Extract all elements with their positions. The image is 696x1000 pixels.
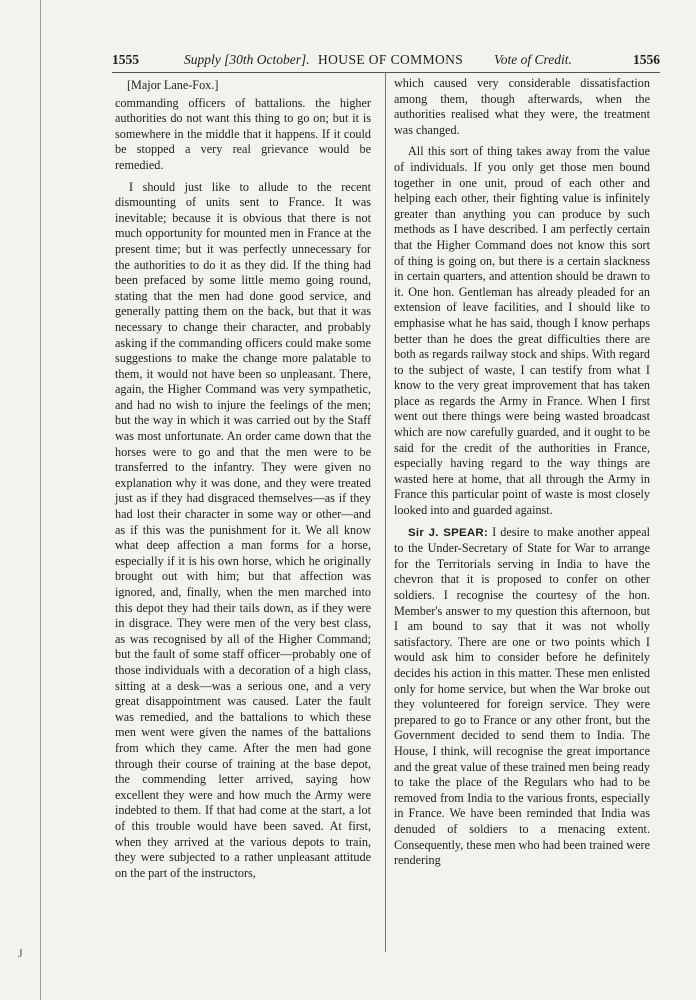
speech-text: I desire to make another appeal to the Under-Secretary of State for War to arrange for the Territorials serving in India to have the chevron that it is proposed to confer on other soldiers. I recognise the courtesy of the hon. Member's answer to my question this afternoon, but I am bound to say that it was not wholly satisfactory. There are one or two points which I would ask him to consider before he definitely decides his action in this matter. These men enlisted only for home service, but when the War broke out they volunteered for foreign service. They were prepared to go to France or any other front, but the Government decided to send them to India. The House, I think, will recognise the great importance and the great value of these trained men being ready to take the place of the Regulars who had to be removed from India to the various fronts, especially in France. We have been reminded that India was denuded of soldiers to a menacing extent. Consequently, these men who had been trained were rendering	[394, 524, 650, 868]
paragraph: I should just like to allude to the recent dismounting of units sent to France. It was inevitable; because it is obvious that there is not much opportunity for mounted men in France at the present time; but it was perfectly unnecessary for the authorities to do it as they did. If the thing had been prefaced by some little memo going round, stating that the men had done good service, and generally patting them on the back, but that it was necessary to change their character, and probably asking if the commanding officers could make some suggestions to make the change more palatable to them, it would not have been so unpleasant. There, again, the Higher Command was very sympathetic, and had no wish to injure the feelings of the men; but the way in which it was carried out by the Staff was most unfortunate. An order came down that the horses were to go and that the men were to be transferred to the infantry. They were given no explanation why it was done, and they were treated just as if they had disgraced themselves—as if they had lost their character in some way or other—and as if this was the punishment for it. We all know what deep affection a man forms for a horse, especially if it is his own horse, which he originally brought out with him; but that affection was ignored, and, finally, when the men marched into this depot they had their tails down, as if they were in disgrace. They were men of the very best class, as was recognised by all of the Higher Command; but the fault of some staff officer—probably one of those individuals with a decoration of a high class, sitting at a desk—was a serious one, and a very great disappointment was caused. Later the fault was remedied, and the battalions to which these men went were given the names of the battalions from which they came. After the men had gone through their course of training at the base depot, the commending letter arrived, saying how excellent they were and how much the Army were indebted to them. If that had come at the start, a lot of this trouble would have been saved. At first, when they arrived at the various depots to train, they were subjected to a rather unpleasant attitude on the part of the instructors,	[115, 179, 371, 880]
header-rule	[112, 72, 660, 73]
paragraph: commanding officers of battalions. the higher authorities do not want this thing to go on; but it is somewhere in the middle that it happens. If it could be stopped a very real grievance would be remedied.	[115, 95, 371, 172]
left-column	[115, 76, 371, 881]
right-page-number: 1556	[633, 52, 660, 67]
speech-paragraph	[394, 525, 650, 869]
header-house: HOUSE OF COMMONS	[318, 52, 464, 67]
speaker-name: Sir J. SPEAR:	[408, 526, 489, 539]
running-header	[112, 52, 660, 72]
margin-mark: J	[18, 946, 23, 960]
paragraph: All this sort of thing takes away from the value of individuals. If you only get those men bound together in one unit, proud of each other and helping each other, their fighting value is infinitely greater than anything you can produce by such methods as I have described. I am perfectly certain that the Higher Command does not know this sort of thing is going on, but there is a certain slackness in certain quarters, and attention should be drawn to it. One hon. Gentleman has already pleaded for an extension of leave facilities, and I should like to emphasise what he has said, though I know perhaps better than he does the great difficulties there are both as regards railway stock and ships. With regard to the subject of waste, I can testify from what I know to the very great improvement that has taken place as regards the Army in France. When I first went out there things were being wasted broadcast which are now carefully guarded, and it ought to be said for the credit of the authorities in France, especially having regard to the way things are wasted here at home, that all through the Army in France this particular point of waste is most closely looked into and guarded against.	[394, 144, 650, 518]
column-divider	[385, 72, 386, 952]
header-supply: Supply [30th October].	[184, 52, 310, 67]
right-column	[394, 76, 650, 869]
binding-edge-line	[40, 0, 41, 1000]
paragraph: which caused very considerable dissatisfaction among them, though afterwards, when the authorities realised what they were, the treatment was changed.	[394, 76, 650, 137]
header-vote: Vote of Credit.	[494, 52, 572, 67]
left-page-number: 1555	[112, 52, 139, 67]
speaker-attribution: [Major Lane-Fox.]	[127, 78, 219, 92]
